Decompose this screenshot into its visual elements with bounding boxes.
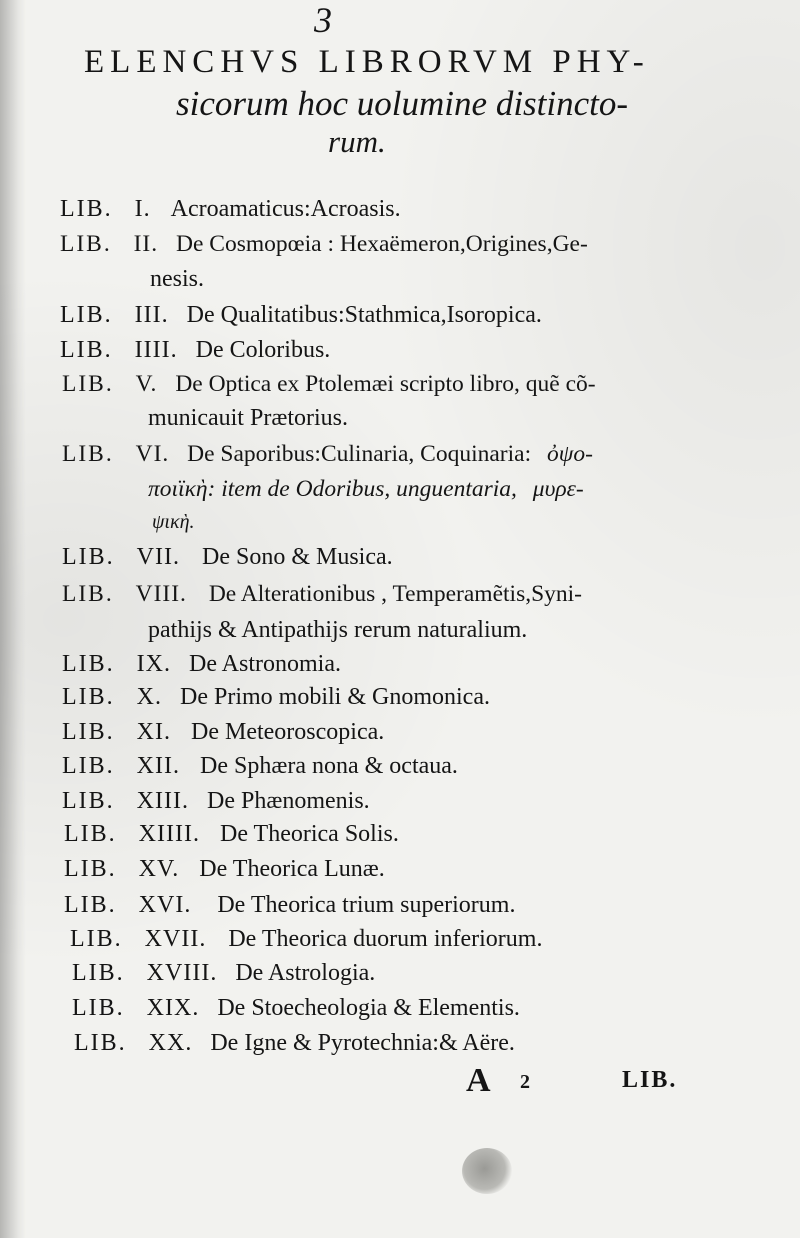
toc-entry-20 bbox=[74, 1031, 515, 1055]
entry-lib: LIB. bbox=[60, 231, 112, 257]
toc-entry-5 bbox=[62, 373, 596, 397]
signature-mark: A bbox=[466, 1062, 491, 1099]
entry-title: De Primo mobili & Gnomonica. bbox=[180, 684, 490, 710]
entry-lib: LIB. bbox=[62, 544, 115, 570]
toc-entry-4 bbox=[60, 338, 330, 362]
entry-title: De Coloribus. bbox=[195, 337, 331, 363]
entry-lib: LIB. bbox=[64, 892, 117, 918]
page-number: 3 bbox=[314, 0, 332, 40]
toc-entry-2-continuation: nesis. bbox=[150, 266, 204, 292]
entry-lib: LIB. bbox=[62, 581, 114, 607]
entry-lib: LIB. bbox=[62, 371, 114, 397]
entry-title: De Optica ex Ptolemæi scripto libro, quẽ cõ- bbox=[175, 371, 596, 397]
entry-number: XVI. bbox=[138, 892, 192, 918]
entry-number: VII. bbox=[136, 544, 180, 570]
entry-number: VI. bbox=[135, 441, 170, 467]
entry-lib: LIB. bbox=[72, 960, 125, 986]
entry-number: XII. bbox=[136, 753, 180, 779]
toc-entry-15 bbox=[64, 857, 385, 881]
entry-lib: LIB. bbox=[64, 856, 117, 882]
entry-number: IIII. bbox=[134, 337, 178, 363]
entry-lib: LIB. bbox=[62, 441, 114, 467]
entry-title: De Theorica Solis. bbox=[219, 821, 399, 847]
signature-number: 2 bbox=[520, 1071, 530, 1093]
entry-title: De Astrologia. bbox=[235, 960, 376, 986]
entry-number: II. bbox=[133, 231, 159, 257]
toc-entry-3 bbox=[60, 303, 542, 327]
entry-title: De Cosmopœia : Hexaëmeron,Origines,Ge- bbox=[176, 231, 588, 257]
entry-title: De Sono & Musica. bbox=[202, 544, 393, 570]
entry-number: V. bbox=[135, 371, 158, 397]
entry-number: VIII. bbox=[135, 581, 187, 607]
toc-entry-6 bbox=[62, 443, 593, 467]
toc-entry-1 bbox=[60, 197, 401, 221]
entry-number: XVII. bbox=[144, 926, 207, 952]
entry-title: Acroamaticus:Acroasis. bbox=[170, 196, 401, 222]
toc-entry-14 bbox=[64, 822, 399, 846]
entry-title: De Stoecheologia & Elementis. bbox=[217, 995, 520, 1021]
toc-entry-9 bbox=[62, 652, 341, 676]
entry-number: IX. bbox=[136, 651, 171, 677]
entry-number: XV. bbox=[138, 856, 180, 882]
entry-number: XIIII. bbox=[138, 821, 200, 847]
toc-entry-6-continuation bbox=[148, 478, 584, 502]
toc-entry-18 bbox=[72, 961, 375, 985]
entry-number: XX. bbox=[148, 1030, 193, 1056]
entry-lib: LIB. bbox=[72, 995, 125, 1021]
toc-entry-19 bbox=[72, 996, 520, 1020]
entry-lib: LIB. bbox=[62, 684, 115, 710]
entry-lib: LIB. bbox=[70, 926, 123, 952]
toc-entry-8-continuation: pathijs & Antipathijs rerum naturalium. bbox=[148, 617, 528, 643]
title-line-3: rum. bbox=[328, 124, 386, 159]
entry-title: De Phænomenis. bbox=[206, 788, 370, 814]
entry-number: I. bbox=[134, 196, 151, 222]
title-line-2: sicorum hoc uolumine distincto- bbox=[176, 84, 629, 123]
entry-title: De Astronomia. bbox=[189, 651, 341, 677]
title-line-1: ELENCHVS LIBRORVM PHY- bbox=[84, 44, 650, 80]
toc-entry-16 bbox=[64, 893, 515, 917]
entry-lib: LIB. bbox=[60, 337, 113, 363]
catchword: LIB. bbox=[622, 1067, 678, 1093]
entry-title: De Sphæra nona & octaua. bbox=[200, 753, 458, 779]
entry-number: XIX. bbox=[146, 995, 200, 1021]
entry-number: XVIII. bbox=[146, 960, 218, 986]
entry-lib: LIB. bbox=[60, 196, 113, 222]
toc-entry-2 bbox=[60, 233, 588, 257]
entry-number: XIII. bbox=[136, 788, 189, 814]
toc-entry-8 bbox=[62, 583, 582, 607]
entry-title: De Alterationibus , Temperamẽtis,Syni- bbox=[208, 581, 583, 607]
entry-title: De Igne & Pyrotechnia:& Aëre. bbox=[210, 1030, 515, 1056]
entry-title: De Theorica duorum inferiorum. bbox=[228, 926, 543, 952]
entry-lib: LIB. bbox=[64, 821, 117, 847]
entry-number: XI. bbox=[136, 719, 171, 745]
toc-entry-7 bbox=[62, 545, 393, 569]
toc-entry-11 bbox=[62, 720, 384, 744]
entry-lib: LIB. bbox=[74, 1030, 127, 1056]
entry-lib: LIB. bbox=[62, 788, 115, 814]
entry-lib: LIB. bbox=[60, 302, 113, 328]
toc-entry-10 bbox=[62, 685, 490, 709]
entry-title: De Meteoroscopica. bbox=[191, 719, 385, 745]
entry-lib: LIB. bbox=[62, 651, 115, 677]
entry-title: De Theorica trium superiorum. bbox=[217, 892, 516, 918]
toc-entry-13 bbox=[62, 789, 370, 813]
entry-lib: LIB. bbox=[62, 753, 115, 779]
entry-title: De Qualitatibus:Stathmica,Isoropica. bbox=[186, 302, 542, 328]
ink-stain bbox=[462, 1148, 512, 1194]
entry-title: De Saporibus:Culinaria, Coquinaria: bbox=[187, 441, 532, 467]
entry-title: De Theorica Lunæ. bbox=[199, 856, 385, 882]
page-edge-shadow bbox=[0, 0, 26, 1238]
greek-term: μυρε- bbox=[532, 476, 584, 502]
greek-term: ὀψο- bbox=[546, 441, 593, 467]
toc-entry-17 bbox=[70, 927, 542, 951]
toc-entry-6-continuation-2: ψικὴ. bbox=[152, 511, 195, 533]
toc-entry-5-continuation: municauit Prætorius. bbox=[148, 405, 348, 431]
entry-lib: LIB. bbox=[62, 719, 115, 745]
entry-number: III. bbox=[134, 302, 169, 328]
greek-term-continuation: ποιϊκὴ: item de Odoribus, unguentaria, bbox=[148, 476, 517, 502]
toc-entry-12 bbox=[62, 754, 458, 778]
entry-number: X. bbox=[136, 684, 163, 710]
